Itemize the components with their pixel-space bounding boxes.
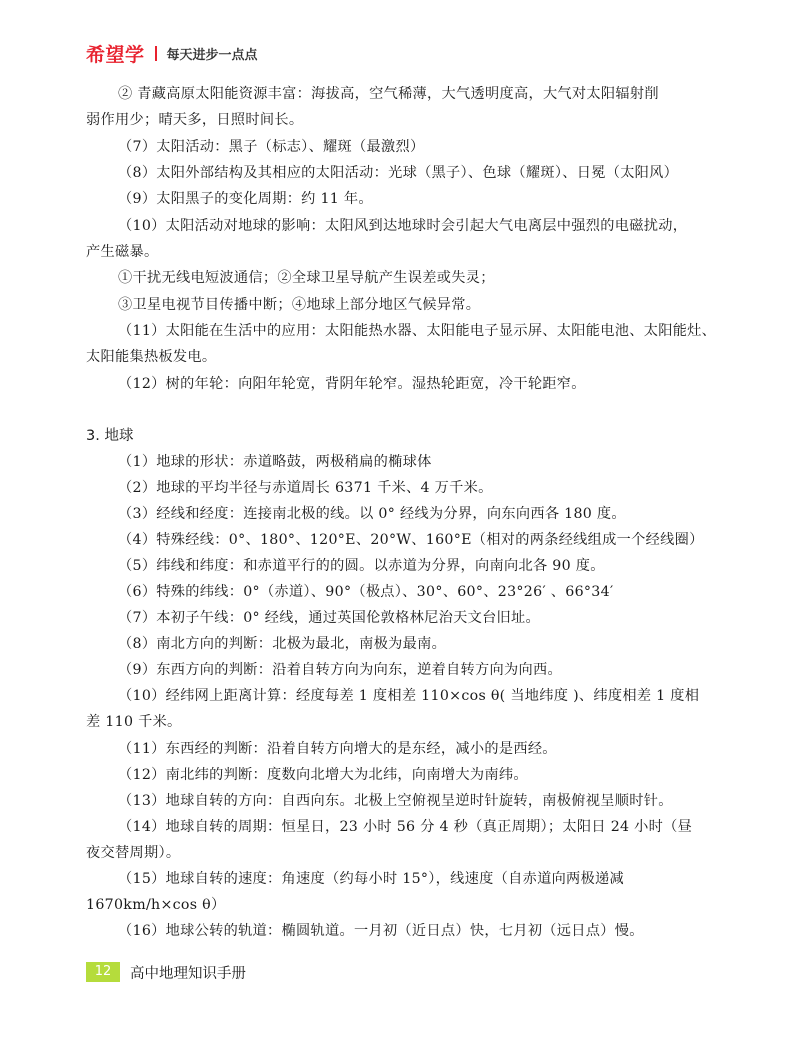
brand-logo: 希望学 xyxy=(86,43,145,66)
text-line: ② 青藏高原太阳能资源丰富：海拔高，空气稀薄，大气透明度高，大气对太阳辐射削 xyxy=(118,86,659,102)
text-line: （12）南北纬的判断：度数向北增大为北纬，向南增大为南纬。 xyxy=(118,767,528,783)
text-line: （15）地球自转的速度：角速度（约每小时 15°），线速度（自赤道向两极递减 xyxy=(118,871,625,887)
text-line: （10）太阳活动对地球的影响：太阳风到达地球时会引起大气电离层中强烈的电磁扰动， xyxy=(118,218,688,234)
section-title: 3. 地球 xyxy=(86,428,134,444)
text-line: （3）经线和经度：连接南北极的线。以 0° 经线为分界，向东向西各 180 度。 xyxy=(118,506,626,522)
text-line: 差 110 千米。 xyxy=(86,714,182,730)
text-line: （13）地球自转的方向：自西向东。北极上空俯视呈逆时针旋转，南极俯视呈顺时针。 xyxy=(118,793,673,809)
page-header xyxy=(86,40,258,66)
text-line: （2）地球的平均半径与赤道周长 6371 千米、4 万千米。 xyxy=(118,480,493,496)
header-slogan: 每天进步一点点 xyxy=(166,47,258,63)
text-line: （6）特殊的纬线：0°（赤道）、90°（极点）、30°、60°、23°26′ 、66°34′ xyxy=(118,584,614,600)
text-line: 太阳能集热板发电。 xyxy=(86,349,217,365)
text-line: 产生磁暴。 xyxy=(86,244,159,260)
text-line: 夜交替周期）。 xyxy=(86,845,181,861)
text-line: 弱作用少；晴天多，日照时间长。 xyxy=(86,112,304,128)
text-line: （8）太阳外部结构及其相应的太阳活动：光球（黑子）、色球（耀斑）、日冕（太阳风） xyxy=(118,165,679,181)
text-line: （9）东西方向的判断：沿着自转方向为向东，逆着自转方向为向西。 xyxy=(118,662,562,678)
text-line: （11）东西经的判断：沿着自转方向增大的是东经，减小的是西经。 xyxy=(118,741,557,757)
text-line: （9）太阳黑子的变化周期：约 11 年。 xyxy=(118,191,373,207)
text-line: ③卫星电视节目传播中断；④地球上部分地区气候异常。 xyxy=(118,297,481,313)
text-line: （14）地球自转的周期：恒星日，23 小时 56 分 4 秒（真正周期）；太阳日 24 小时（昼 xyxy=(118,819,693,835)
text-line: ①干扰无线电短波通信；②全球卫星导航产生误差或失灵； xyxy=(118,270,495,286)
text-line: （16）地球公转的轨道：椭圆轨道。一月初（近日点）快，七月初（远日点）慢。 xyxy=(118,923,644,939)
header-divider xyxy=(155,46,157,61)
text-line: （7）太阳活动：黑子（标志）、耀斑（最激烈） xyxy=(118,139,425,155)
page-footer xyxy=(86,961,246,983)
text-line: （12）树的年轮：向阳年轮宽，背阴年轮窄。湿热轮距宽，冷干轮距窄。 xyxy=(118,376,586,392)
text-line: （1）地球的形状：赤道略鼓，两极稍扁的椭球体 xyxy=(118,454,432,470)
text-line: （8）南北方向的判断：北极为最北，南极为最南。 xyxy=(118,636,447,652)
text-line: （10）经纬网上距离计算：经度每差 1 度相差 110×cos θ( 当地纬度 )、纬度相差 1 度相 xyxy=(118,688,700,704)
text-line: （5）纬线和纬度：和赤道平行的的圆。以赤道为分界，向南向北各 90 度。 xyxy=(118,558,605,574)
text-line: （4）特殊经线：0°、180°、120°E、20°W、160°E（相对的两条经线组成一个经线圈） xyxy=(118,532,704,548)
page-number: 12 xyxy=(86,962,120,982)
text-line: （7）本初子午线：0° 经线，通过英国伦敦格林尼治天文台旧址。 xyxy=(118,610,541,626)
book-title: 高中地理知识手册 xyxy=(130,965,246,982)
text-line: 1670km/h×cos θ） xyxy=(86,897,226,913)
text-line: （11）太阳能在生活中的应用：太阳能热水器、太阳能电子显示屏、太阳能电池、太阳能灶、 xyxy=(118,323,717,339)
